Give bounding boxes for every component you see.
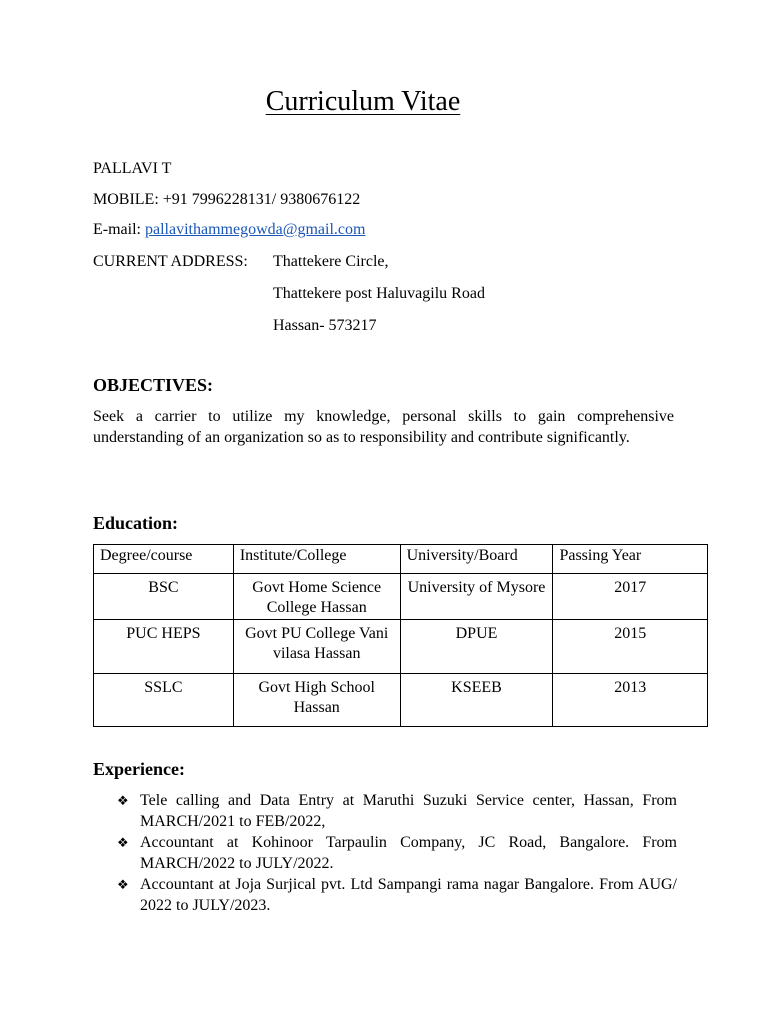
board-cell: KSEEB — [400, 674, 553, 727]
address-line-3: Hassan- 573217 — [273, 317, 377, 334]
experience-list — [117, 790, 677, 916]
email-line — [93, 220, 365, 240]
experience-item-text: Accountant at Joja Surjical pvt. Ltd Sampangi rama nagar Bangalore. From AUG/ 2022 to JULY/2023. — [140, 876, 677, 914]
column-header: Institute/College — [233, 545, 400, 574]
degree-cell: BSC — [94, 574, 234, 620]
column-header: University/Board — [400, 545, 553, 574]
address-line-2: Thattekere post Haluvagilu Road — [273, 285, 485, 302]
institute-cell: Govt High School Hassan — [233, 674, 400, 727]
list-item — [117, 874, 677, 916]
year-cell: 2015 — [553, 620, 708, 674]
table-row — [94, 674, 708, 727]
objectives-text: Seek a carrier to utilize my knowledge, personal skills to gain comprehensive understanding of an organization so as to responsibility and contribute significantly. — [93, 408, 674, 446]
list-item — [117, 832, 677, 874]
column-header: Degree/course — [94, 545, 234, 574]
table-row — [94, 574, 708, 620]
objectives-heading: OBJECTIVES: — [93, 375, 214, 395]
education-heading: Education: — [93, 513, 179, 533]
mobile-label: MOBILE: — [93, 191, 159, 208]
diamond-bullet-icon: ❖ — [117, 793, 129, 808]
diamond-bullet-icon: ❖ — [117, 877, 129, 892]
mobile-line — [93, 190, 360, 210]
experience-heading: Experience: — [93, 759, 185, 779]
document-title: Curriculum Vitae — [265, 86, 461, 117]
degree-cell: PUC HEPS — [94, 620, 234, 674]
column-header: Passing Year — [553, 545, 708, 574]
table-header-row — [94, 545, 708, 574]
institute-cell: Govt PU College Vani vilasa Hassan — [233, 620, 400, 674]
education-table — [93, 544, 708, 727]
email-link[interactable]: pallavithammegowda@gmail.com — [144, 221, 366, 238]
experience-item-text: Tele calling and Data Entry at Maruthi Suzuki Service center, Hassan, From MARCH/2021 to FEB/2022, — [140, 792, 677, 830]
year-cell: 2013 — [553, 674, 708, 727]
candidate-name: PALLAVI T — [93, 160, 172, 177]
board-cell: University of Mysore — [400, 574, 553, 620]
experience-item-text: Accountant at Kohinoor Tarpaulin Company, JC Road, Bangalore. From MARCH/2022 to JULY/2022. — [140, 834, 677, 872]
address-label: CURRENT ADDRESS: — [93, 253, 248, 270]
year-cell: 2017 — [553, 574, 708, 620]
institute-cell: Govt Home Science College Hassan — [233, 574, 400, 620]
table-row — [94, 620, 708, 674]
list-item — [117, 790, 677, 832]
mobile-value: +91 7996228131/ 9380676122 — [162, 191, 361, 208]
diamond-bullet-icon: ❖ — [117, 835, 129, 850]
degree-cell: SSLC — [94, 674, 234, 727]
board-cell: DPUE — [400, 620, 553, 674]
email-label: E-mail: — [93, 221, 141, 238]
address-line-1: Thattekere Circle, — [273, 253, 389, 270]
